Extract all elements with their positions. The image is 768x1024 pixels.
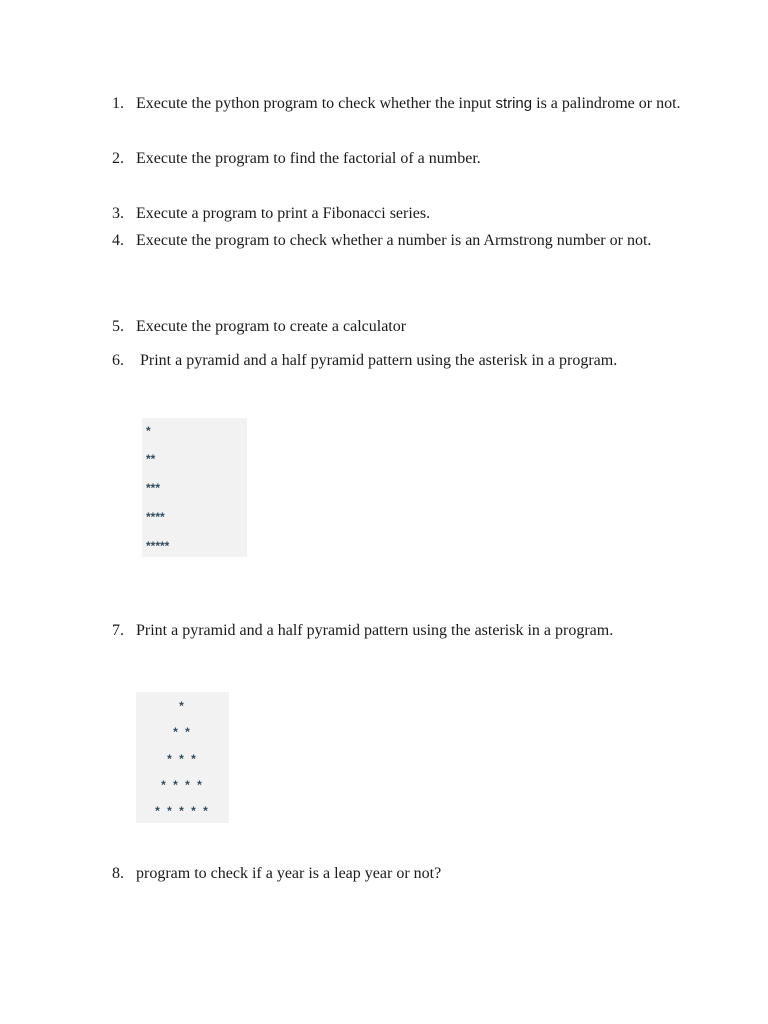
- list-item-6: [112, 349, 682, 372]
- pattern-row: ****: [146, 510, 165, 524]
- item-text-post: is a palindrome or not.: [532, 95, 681, 112]
- item-number: 2.: [112, 150, 124, 167]
- item-text: Execute the program to create a calculator: [136, 318, 407, 335]
- pattern-row: ***: [146, 481, 161, 495]
- list-item-7: [112, 619, 682, 642]
- list-item-3: [112, 202, 682, 225]
- pattern-row: *: [146, 424, 151, 438]
- item-number: 5.: [112, 318, 124, 335]
- pattern-row: *****: [146, 539, 170, 553]
- list-item-1: [112, 92, 682, 115]
- item-number: 3.: [112, 205, 124, 222]
- item-number: 7.: [112, 622, 124, 639]
- item-number: 4.: [112, 232, 124, 249]
- item-number: 6.: [112, 352, 124, 369]
- list-item-5: [112, 315, 682, 338]
- item-text: program to check if a year is a leap year or not?: [136, 865, 442, 882]
- item-text: Print a pyramid and a half pyramid pattern using the asterisk in a program.: [136, 622, 614, 639]
- list-item-2: [112, 147, 682, 170]
- item-text: Execute the program to check whether a number is an Armstrong number or not.: [136, 232, 652, 249]
- full-pyramid-pattern: [136, 692, 229, 823]
- item-number: 8.: [112, 865, 124, 882]
- pattern-row: * * * * *: [155, 804, 210, 818]
- pattern-row: * * * *: [161, 778, 204, 792]
- half-pyramid-pattern: [142, 418, 247, 557]
- item-number: 1.: [112, 95, 124, 112]
- item-text: Execute the program to find the factorial of a number.: [136, 150, 481, 167]
- item-text: Print a pyramid and a half pyramid pattern using the asterisk in a program.: [136, 352, 618, 369]
- item-text: [136, 92, 682, 115]
- list-item-8: [112, 862, 682, 885]
- pattern-row: * * *: [167, 752, 198, 766]
- item-text: Execute a program to print a Fibonacci series.: [136, 205, 431, 222]
- item-text-pre: Execute the python program to check whether the input: [136, 95, 496, 112]
- pattern-row: * *: [173, 725, 192, 739]
- list-item-4: [112, 229, 682, 252]
- item-text-highlight: string: [495, 95, 533, 112]
- pattern-row: **: [146, 452, 156, 466]
- pattern-row: *: [179, 699, 186, 713]
